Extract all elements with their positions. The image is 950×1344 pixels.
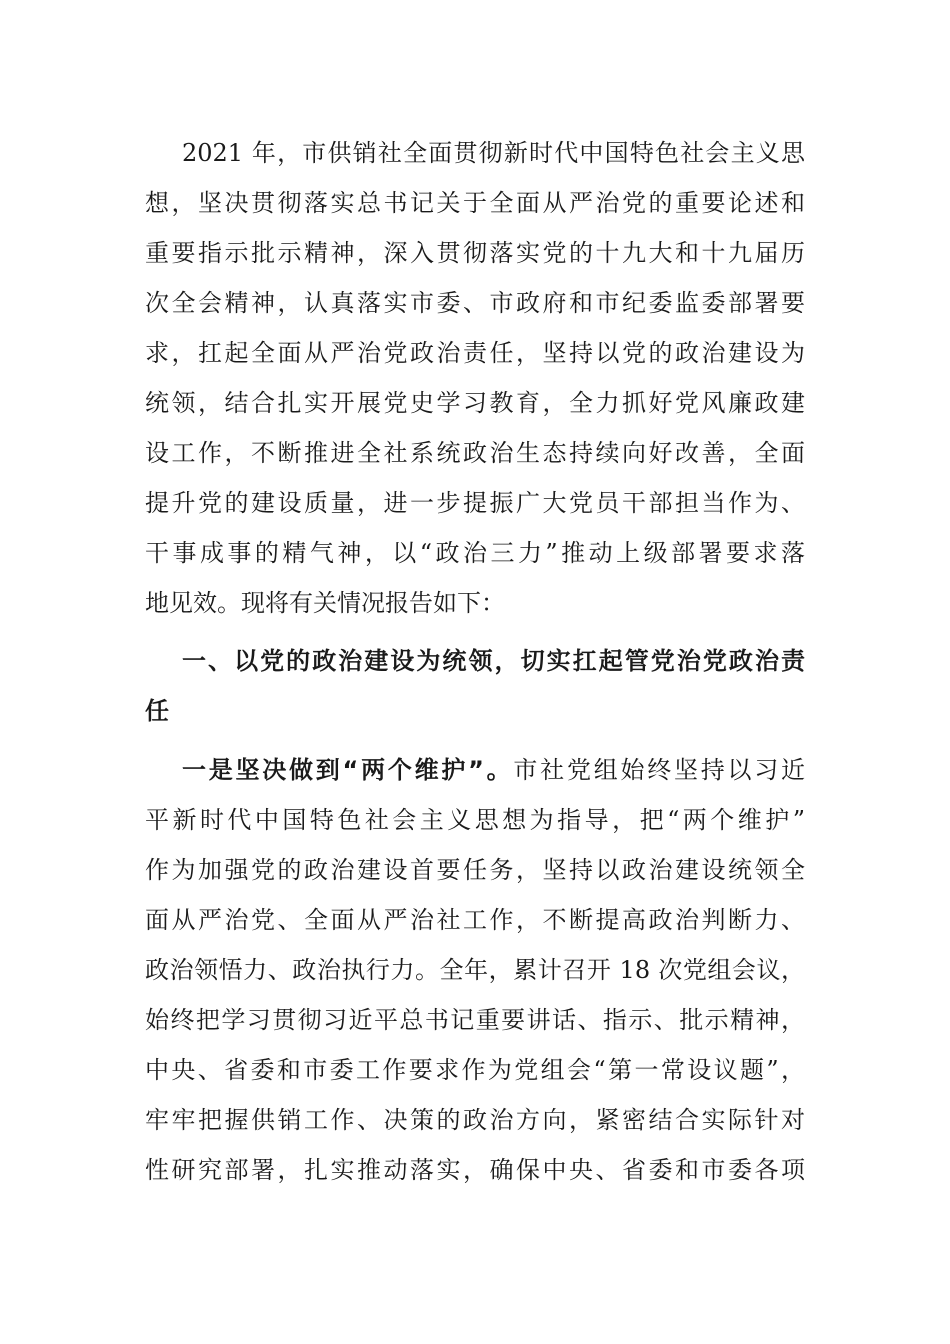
paragraph-line: 性研究部署，扎实推动落实，确保中央、省委和市委各项 xyxy=(145,1156,805,1184)
paragraph-line: 求，扛起全面从严治党政治责任，坚持以党的政治建设为 xyxy=(145,339,805,367)
paragraph-line: 设工作，不断推进全社系统政治生态持续向好改善，全面 xyxy=(145,439,805,467)
paragraph-line: 始终把学习贯彻习近平总书记重要讲话、指示、批示精神， xyxy=(145,1006,805,1034)
paragraph-line: 作为加强党的政治建设首要任务，坚持以政治建设统领全 xyxy=(145,856,805,884)
paragraph-first-line xyxy=(145,745,805,795)
paragraph-line: 面从严治党、全面从严治社工作，不断提高政治判断力、 xyxy=(145,906,805,934)
paragraph-line: 统领，结合扎实开展党史学习教育，全力抓好党风廉政建 xyxy=(145,389,805,417)
heading-line: 任 xyxy=(145,697,169,725)
heading-line: 一、以党的政治建设为统领，切实扛起管党治党政治责 xyxy=(182,647,805,675)
section-heading xyxy=(145,636,805,736)
paragraph-line: 中央、省委和市委工作要求作为党组会“第一常设议题”， xyxy=(145,1056,805,1084)
paragraph-line: 重要指示批示精神，深入贯彻落实党的十九大和十九届历 xyxy=(145,239,805,267)
paragraph-lead-bold: 一是坚决做到“两个维护”。 xyxy=(182,756,514,784)
paragraph-line: 想，坚决贯彻落实总书记关于全面从严治党的重要论述和 xyxy=(145,189,805,217)
paragraph-line: 政治领悟力、政治执行力。全年，累计召开 18 次党组会议， xyxy=(145,956,805,984)
paragraph-line: 牢牢把握供销工作、决策的政治方向，紧密结合实际针对 xyxy=(145,1106,805,1134)
paragraph-line: 干事成事的精气神，以“政治三力”推动上级部署要求落 xyxy=(145,539,805,567)
paragraph-line: 次全会精神，认真落实市委、市政府和市纪委监委部署要 xyxy=(145,289,805,317)
paragraph-line: 平新时代中国特色社会主义思想为指导，把“两个维护” xyxy=(145,806,805,834)
paragraph-line: 2021 年，市供销社全面贯彻新时代中国特色社会主义思 xyxy=(182,139,805,167)
paragraph-line: 地见效。现将有关情况报告如下： xyxy=(145,589,505,617)
intro-paragraph xyxy=(145,128,805,628)
paragraph-line: 提升党的建设质量，进一步提振广大党员干部担当作为、 xyxy=(145,489,805,517)
body-paragraph xyxy=(145,745,805,1195)
paragraph-first-line-text: 市社党组始终坚持以习近 xyxy=(513,756,806,784)
